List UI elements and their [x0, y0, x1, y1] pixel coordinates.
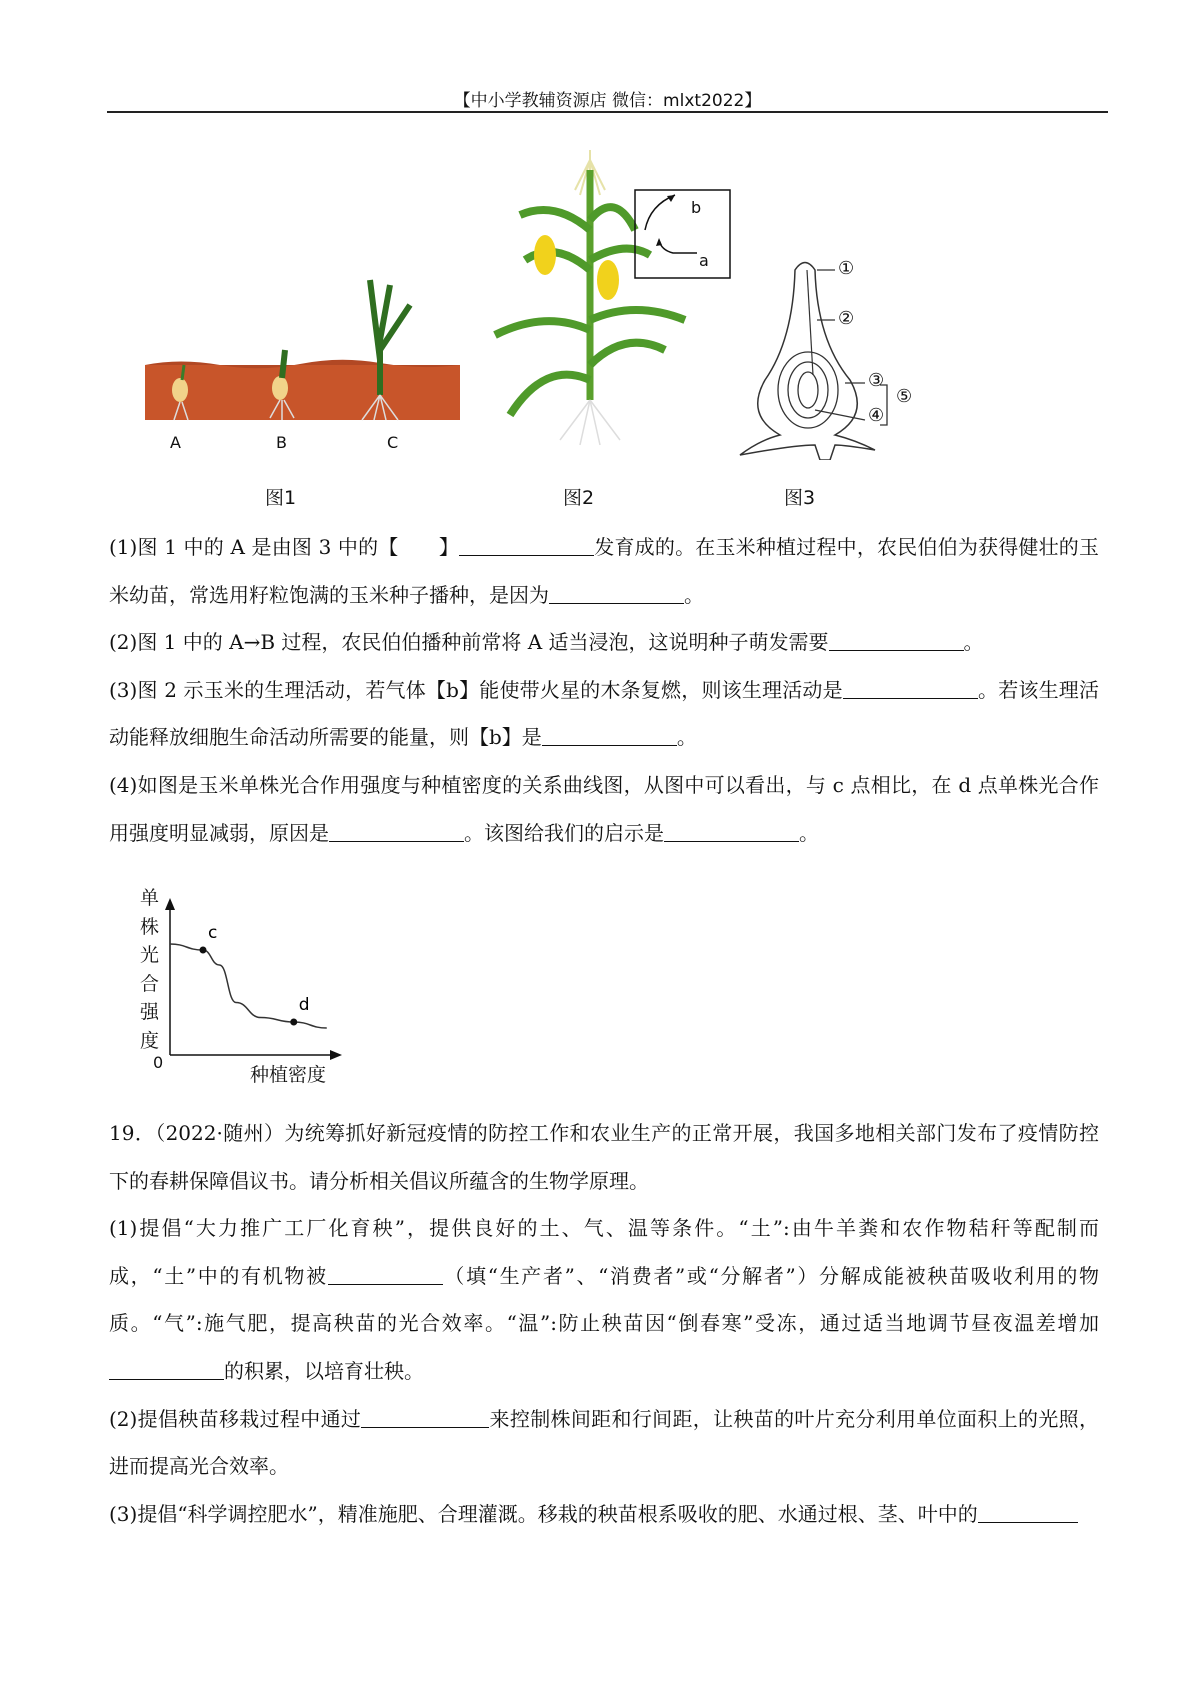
answer-blank[interactable] — [361, 1407, 489, 1428]
question-text: 来控制株间距和行间距，让秧苗的叶片充分利用单位面积上的光照，进而提高光合效率。 — [109, 1406, 1099, 1479]
label-c: C — [387, 433, 399, 452]
point-d — [290, 1019, 297, 1026]
header-rule — [107, 111, 1108, 113]
figure-2-caption: 图2 — [563, 487, 595, 509]
question-paragraph — [109, 619, 1099, 667]
question-text: 。该图给我们的启示是 — [464, 820, 664, 845]
question-text: (3)图 2 示玉米的生理活动，若气体【b】能使带火星的木条复燃，则该生理活动是 — [109, 677, 843, 702]
answer-blank[interactable] — [542, 725, 677, 746]
question-paragraph — [109, 1396, 1099, 1491]
corn-ear — [597, 260, 619, 300]
question-19 — [109, 1110, 1099, 1538]
question-text: (4)如图是玉米单株光合作用强度与种植密度的关系曲线图，从图中可以看出，与 c 点相比，在 d 点单株光合作用强度明显减弱，原因是 — [109, 772, 1099, 845]
label-a-gas: a — [699, 251, 709, 270]
figure-3-pistil — [735, 250, 935, 460]
page-header: 【中小学教辅资源店 微信：mlxt2022】 — [453, 91, 762, 111]
question-text: (3)提倡“科学调控肥水”，精准施肥、合理灌溉。移栽的秧苗根系吸收的肥、水通过根、茎、叶中的 — [109, 1501, 978, 1526]
figure-2-corn-plant — [485, 150, 735, 450]
question-paragraph — [109, 1110, 1099, 1205]
figure-1-seedlings — [140, 270, 470, 440]
answer-blank[interactable] — [829, 630, 964, 651]
label-b-gas: b — [691, 198, 702, 217]
answer-blank[interactable] — [329, 821, 464, 842]
question-text: 19．（2022·随州）为统筹抓好新冠疫情的防控工作和农业生产的正常开展，我国多地相关部门发布了疫情防控下的春耕保障倡议书。请分析相关倡议所蕴含的生物学原理。 — [109, 1121, 1099, 1193]
question-text: 。若该生理活动能释放细胞生命活动所需要的能量，则【b】是 — [109, 677, 1100, 750]
answer-blank[interactable] — [978, 1502, 1078, 1523]
answer-blank[interactable] — [328, 1264, 443, 1285]
point-label-d: d — [298, 995, 310, 1015]
answer-blank[interactable] — [549, 583, 684, 604]
answer-blank[interactable] — [109, 1359, 224, 1380]
question-paragraph — [109, 524, 1099, 619]
question-paragraph — [109, 762, 1099, 857]
answer-blank[interactable] — [459, 535, 594, 556]
x-axis-label: 种植密度 — [250, 1064, 327, 1086]
soil — [145, 365, 460, 420]
figure-3-caption: 图3 — [784, 487, 816, 509]
question-text: (1)图 1 中的 A 是由图 3 中的【 】 — [109, 535, 460, 559]
question-text: 。 — [676, 725, 697, 750]
photosynthesis-density-chart — [130, 880, 360, 1090]
gas-exchange-box — [635, 190, 730, 278]
origin-label: 0 — [153, 1053, 164, 1072]
y-axis-label: 单株光合强度 — [140, 887, 160, 1052]
corn-ear — [534, 235, 556, 275]
answer-blank[interactable] — [843, 678, 978, 699]
question-18-parts — [109, 524, 1099, 857]
question-text: 发育成的。在玉米种植过程中，农民伯伯为获得健壮的玉米幼苗，常选用籽粒饱满的玉米种子播种，是因为 — [109, 535, 1099, 607]
point-c — [200, 947, 207, 954]
question-text: (2)提倡秧苗移栽过程中通过 — [109, 1406, 362, 1431]
question-paragraph — [109, 1205, 1099, 1395]
label-4: ④ — [868, 405, 885, 426]
label-5: ⑤ — [896, 386, 913, 407]
curve-line — [170, 944, 327, 1028]
figure-1-caption: 图1 — [265, 487, 297, 509]
question-paragraph — [109, 667, 1099, 762]
point-label-c: c — [208, 923, 218, 943]
question-paragraph — [109, 1491, 1099, 1539]
question-text: (2)图 1 中的 A→B 过程，农民伯伯播种前常将 A 适当浸泡，这说明种子萌发需要 — [109, 630, 829, 655]
question-text: 。 — [963, 630, 984, 655]
label-a: A — [170, 433, 181, 452]
label-2: ② — [838, 308, 855, 329]
question-text: (1)提倡“大力推广工厂化育秧”，提供良好的土、气、温等条件。“土”:由牛羊粪和农作物秸秆等配制而成，“土”中的有机物被 — [109, 1216, 1099, 1288]
label-b: B — [276, 433, 287, 452]
question-text: 的积累，以培育壮秧。 — [224, 1358, 424, 1383]
question-text: 。 — [684, 582, 704, 607]
answer-blank[interactable] — [664, 821, 799, 842]
label-1: ① — [838, 258, 855, 279]
label-3: ③ — [868, 370, 885, 391]
question-text: （填“生产者”、“消费者”或“分解者”）分解成能被秧苗吸收利用的物质。“气”:施气肥，提高秧苗的光合效率。“温”:防止秧苗因“倒春寒”受冻，通过适当地调节昼夜温差增加 — [109, 1263, 1099, 1336]
question-text: 。 — [799, 820, 819, 845]
